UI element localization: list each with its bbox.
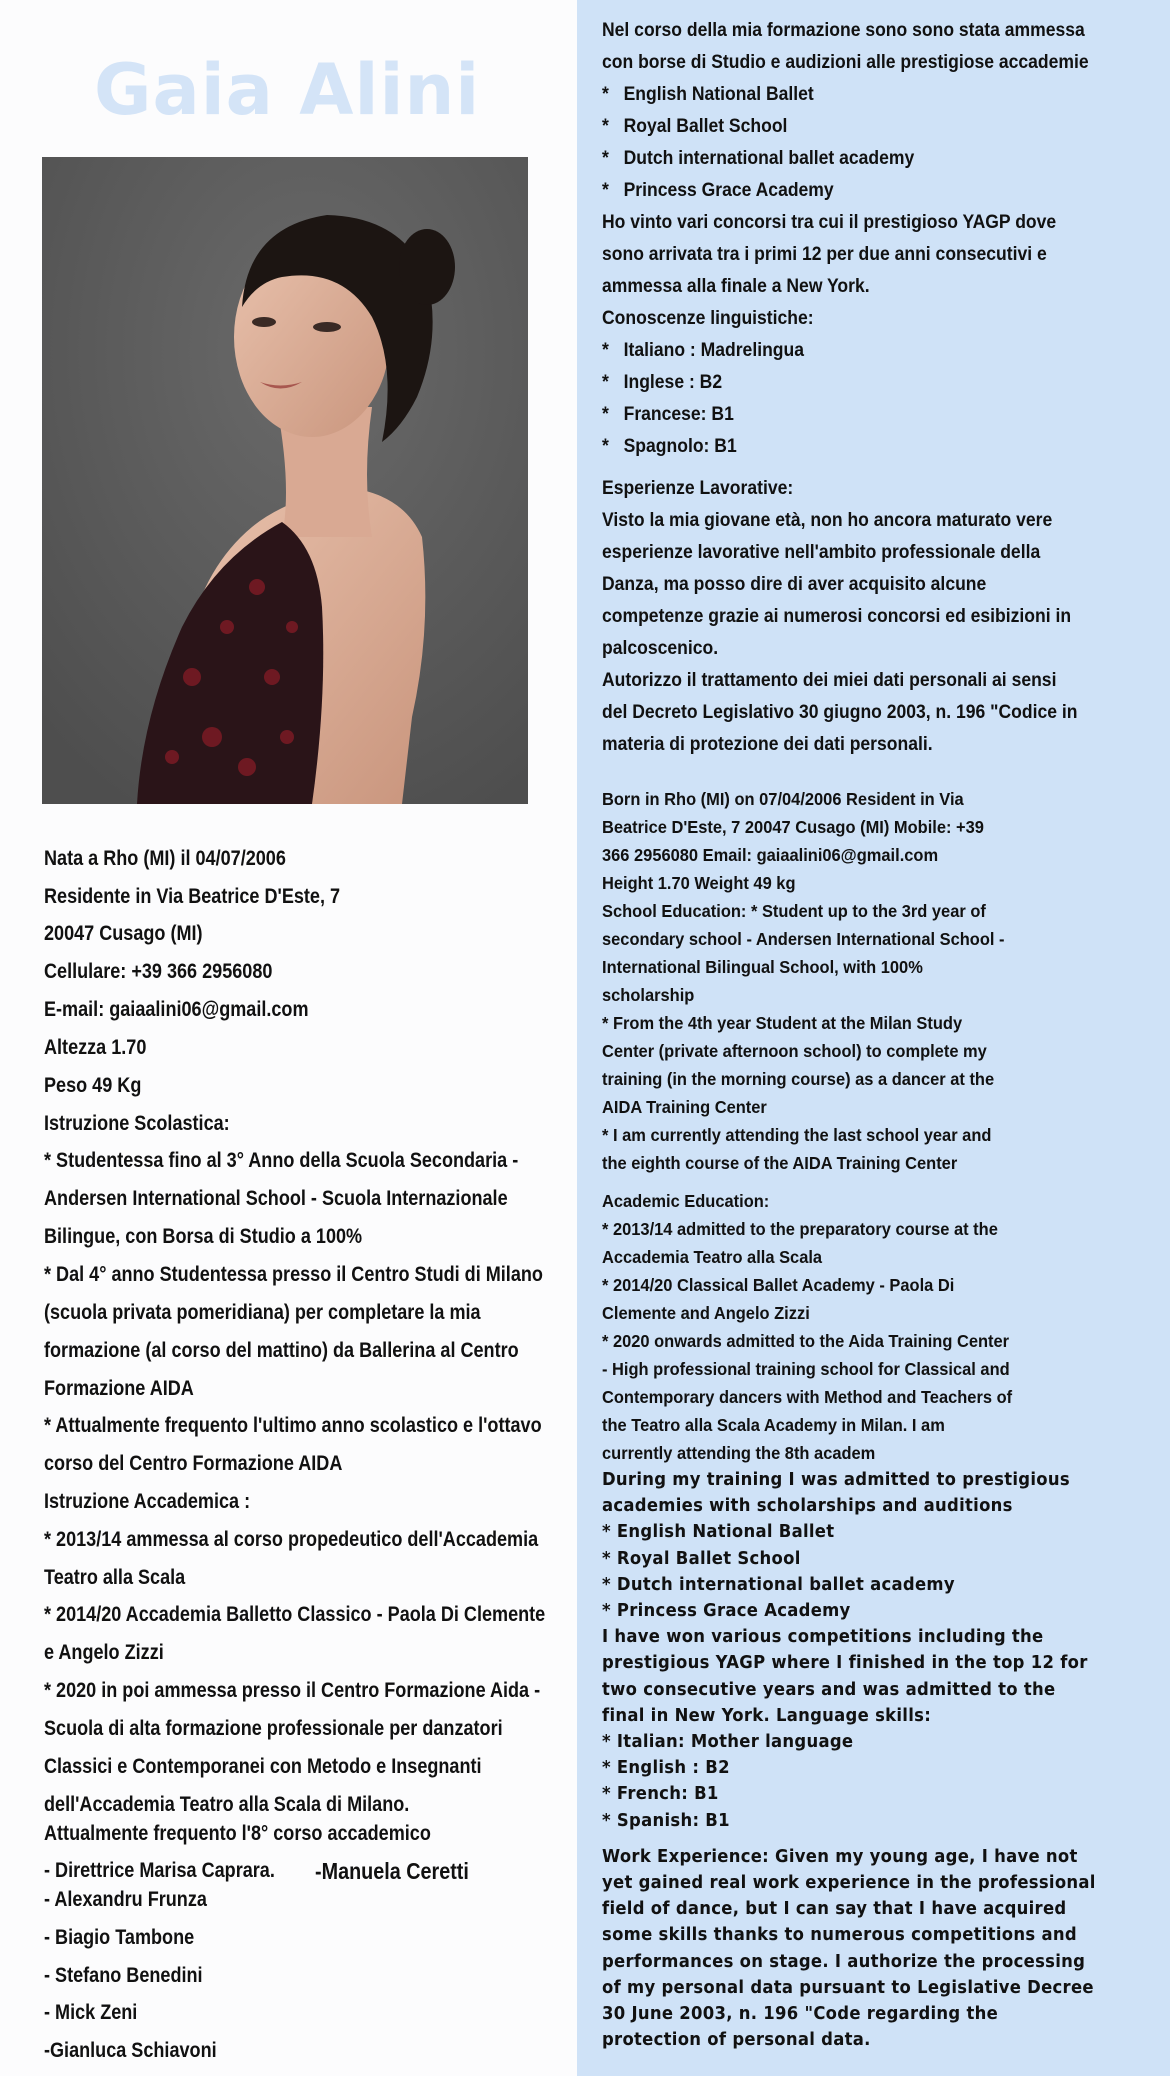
english-line: Academic Education: [602,1191,770,1211]
english-line: * Princess Grace Academy [602,1601,851,1622]
left-text-line: Formazione AIDA [44,1377,194,1400]
english-line: During my training I was admitted to prestigious [602,1470,1070,1490]
left-tail-line: - Mick Zeni [44,2001,138,2024]
english-line: Beatrice D'Este, 7 20047 Cusago (MI) Mobile: +39 [602,817,984,837]
left-text-line: * 2013/14 ammessa al corso propedeutico dell'Accademia [44,1528,539,1551]
language-item: * Francese: B1 [602,403,734,425]
english-line: School Education: * Student up to the 3rd year of [602,901,986,921]
english-line: * Spanish: B1 [602,1810,730,1831]
english-line: scholarship [602,985,695,1005]
yagp-line: sono arrivata tra i primi 12 per due anni consecutivi e [602,243,1047,265]
english-work-line: protection of personal data. [602,2030,871,2051]
english-work-line: some skills thanks to numerous competitions and [602,1925,1077,1946]
english-work-line: 30 June 2003, n. 196 "Code regarding the [602,2004,999,2025]
english-line: Clemente and Angelo Zizzi [602,1303,810,1323]
english-line: training (in the morning course) as a dancer at the [602,1069,995,1089]
english-line: - High professional training school for Classical and [602,1359,1010,1379]
english-work-line: performances on stage. I authorize the processing [602,1951,1086,1972]
english-line: Contemporary dancers with Method and Teachers of [602,1387,1013,1407]
english-line: * 2020 onwards admitted to the Aida Training Center [602,1331,1010,1351]
left-text-line: Cellulare: +39 366 2956080 [44,960,273,983]
left-tail-line: - Stefano Benedini [44,1964,203,1987]
left-tail-line: - Alexandru Frunza [44,1888,207,1911]
work-line: Danza, ma posso dire di aver acquisito alcune [602,573,987,595]
english-section-2 [602,1467,1128,2053]
language-item: * Italiano : Madrelingua [602,339,804,361]
left-tail-line: -Gianluca Schiavoni [44,2039,217,2062]
english-line: Height 1.70 Weight 49 kg [602,873,796,893]
portrait-photo [42,157,528,804]
english-line: two consecutive years and was admitted to the [602,1679,1056,1700]
left-text-line: Bilingue, con Borsa di Studio a 100% [44,1225,363,1248]
left-tail-line: -Manuela Ceretti [315,1858,469,1884]
left-text-line: e Angelo Zizzi [44,1641,164,1664]
english-line: * English National Ballet [602,1522,835,1543]
intro-line: Nel corso della mia formazione sono sono stata ammessa [602,19,1085,41]
left-text-line: (scuola privata pomeridiana) per completare la mia [44,1301,481,1324]
left-text-line: Altezza 1.70 [44,1036,147,1059]
italian-section [602,14,1106,760]
left-text-line: * Attualmente frequento l'ultimo anno scolastico e l'ottavo [44,1414,542,1437]
left-tail-line: - Biagio Tambone [44,1926,195,1949]
work-line: Visto la mia giovane età, non ho ancora maturato vere [602,509,1053,531]
english-work-line: yet gained real work experience in the professional [602,1873,1096,1894]
english-line: the Teatro alla Scala Academy in Milan. I am [602,1415,945,1435]
english-line: currently attending the 8th academ [602,1443,876,1463]
english-line: I have won various competitions including the [602,1627,1044,1648]
left-text-line: Scuola di alta formazione professionale per danzatori [44,1717,503,1740]
english-work-line: field of dance, but I can say that I have acquired [602,1899,1067,1920]
work-title: Esperienze Lavorative: [602,477,794,499]
english-line: * English : B2 [602,1758,730,1779]
english-line: secondary school - Andersen International School - [602,929,1005,949]
english-section-1 [602,785,1091,1467]
english-line: * French: B1 [602,1784,719,1805]
left-text-line: * 2014/20 Accademia Balletto Classico - Paola Di Clemente [44,1603,546,1626]
left-text-line: Andersen International School - Scuola Internazionale [44,1187,508,1210]
left-text-line: * Dal 4° anno Studentessa presso il Centro Studi di Milano [44,1263,543,1286]
yagp-line: Ho vinto vari concorsi tra cui il prestigioso YAGP dove [602,211,1057,233]
academy-item: * Princess Grace Academy [602,179,834,201]
english-line: AIDA Training Center [602,1097,767,1117]
english-line: * Royal Ballet School [602,1548,801,1569]
left-text-line: * 2020 in poi ammessa presso il Centro Formazione Aida - [44,1679,541,1702]
left-text-line: 20047 Cusago (MI) [44,922,203,945]
english-line: the eighth course of the AIDA Training Center [602,1153,958,1173]
english-line: * I am currently attending the last school year and [602,1125,992,1145]
english-line: * Dutch international ballet academy [602,1574,955,1595]
english-line: * 2013/14 admitted to the preparatory course at the [602,1219,998,1239]
language-item: * Inglese : B2 [602,371,723,393]
left-text-line: * Studentessa fino al 3° Anno della Scuola Secondaria - [44,1149,519,1172]
work-line: competenze grazie ai numerosi concorsi ed esibizioni in [602,605,1072,627]
academy-item: * Dutch international ballet academy [602,147,915,169]
english-line: prestigious YAGP where I finished in the top 12 for [602,1653,1088,1674]
left-text-line: dell'Accademia Teatro alla Scala di Milano. [44,1793,410,1816]
english-line: 366 2956080 Email: gaiaalini06@gmail.com [602,845,939,865]
left-text-line: Classici e Contemporanei con Metodo e Insegnanti [44,1755,482,1778]
left-tail-line: Attualmente frequento l'8° corso accademico [44,1822,431,1845]
english-line: * Italian: Mother language [602,1732,854,1753]
english-line: * From the 4th year Student at the Milan Study [602,1013,963,1033]
english-line: academies with scholarships and auditions [602,1496,1013,1517]
work-line: Autorizzo il trattamento dei miei dati personali ai sensi [602,669,1057,691]
yagp-line: ammessa alla finale a New York. [602,275,870,297]
english-line: Center (private afternoon school) to complete my [602,1041,987,1061]
portrait-image [42,157,528,804]
english-line: International Bilingual School, with 100% [602,957,923,977]
work-line: esperienze lavorative nell'ambito professionale della [602,541,1041,563]
left-text-line: Teatro alla Scala [44,1566,186,1589]
page-title: Gaia Alini [94,49,481,131]
left-text-line: Nata a Rho (MI) il 04/07/2006 [44,847,286,870]
intro-line: con borse di Studio e audizioni alle prestigiose accademie [602,51,1089,73]
left-text-line: Peso 49 Kg [44,1074,142,1097]
left-text-line: Istruzione Scolastica: [44,1112,230,1135]
languages-title: Conoscenze linguistiche: [602,307,814,329]
english-work-line: Work Experience: Given my young age, I have not [602,1846,1078,1867]
academy-item: * Royal Ballet School [602,115,788,137]
english-line: Born in Rho (MI) on 07/04/2006 Resident in Via [602,789,964,809]
work-line: del Decreto Legislativo 30 giugno 2003, n. 196 "Codice in [602,701,1078,723]
english-work-line: of my personal data pursuant to Legislative Decree [602,1977,1094,1998]
left-tail-line: - Direttrice Marisa Caprara. [44,1859,275,1882]
english-line: Accademia Teatro alla Scala [602,1247,823,1267]
english-line: * 2014/20 Classical Ballet Academy - Paola Di [602,1275,955,1295]
work-line: palcoscenico. [602,637,719,659]
left-text-line: formazione (al corso del mattino) da Ballerina al Centro [44,1339,519,1362]
left-text-line: Residente in Via Beatrice D'Este, 7 [44,885,341,908]
work-line: materia di protezione dei dati personali. [602,733,933,755]
academy-item: * English National Ballet [602,83,814,105]
left-text-line: Istruzione Accademica : [44,1490,251,1513]
left-text-line: corso del Centro Formazione AIDA [44,1452,343,1475]
language-item: * Spagnolo: B1 [602,435,737,457]
english-line: final in New York. Language skills: [602,1705,932,1726]
left-text-line: E-mail: gaiaalini06@gmail.com [44,998,309,1021]
